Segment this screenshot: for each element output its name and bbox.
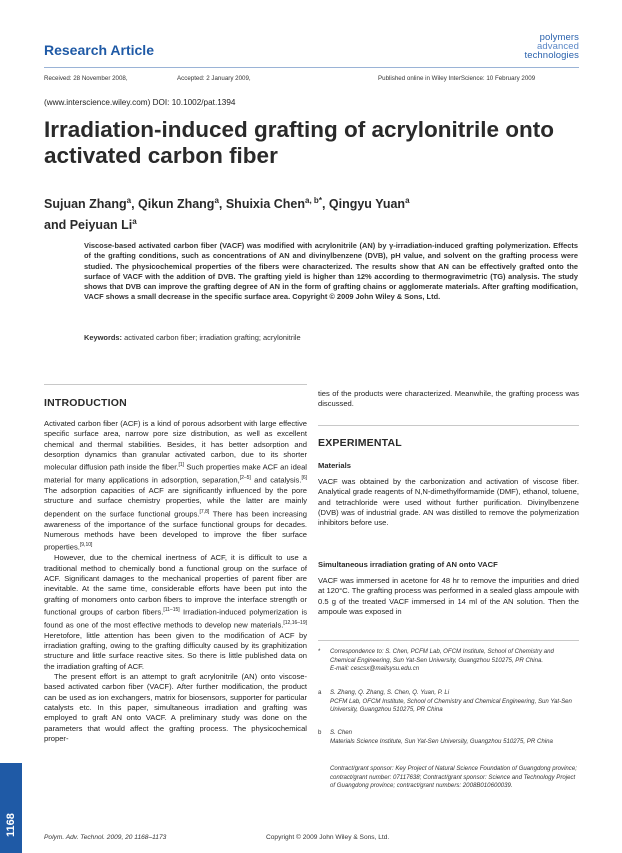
left-column-rule xyxy=(44,384,307,385)
author-name: Shuixia Chen xyxy=(225,197,306,212)
author-join: and xyxy=(44,218,67,233)
affiliation-b-footnote: S. Chen Materials Science Institute, Sun Yat-Sen University, Guangzhou 510275, PR China xyxy=(330,729,553,745)
footnote-mark: b xyxy=(318,729,322,736)
keywords-label: Keywords: xyxy=(84,333,123,342)
author-affiliation: a xyxy=(132,217,137,227)
page-number: 1168 xyxy=(5,813,17,837)
correspondence-footnote: Correspondence to: S. Chen, PCFM Lab, OFCM Institute, School of Chemistry and Chemical Engineering, Sun Yat-Sen University, Guangzhou 510275, PR China. E-mail: cescsx@mailsysu.edu.cn xyxy=(330,648,579,674)
affiliation-a-footnote: S. Zhang, Q. Zhang, S. Chen, Q. Yuan, P. Li PCFM Lab, OFCM Institute, School of Chemistry and Chemical Engineering, Sun Yat-Sen University, Guangzhou 510275, PR China xyxy=(330,689,572,713)
author-affiliation: a xyxy=(214,196,219,205)
author-list: Sujuan Zhang$^a$, Qikun Zhang$^a$, Shuixia Chen$^{a, b*}$, Qingyu Yuan$^a$ and Peiyuan Li$^a$ xyxy=(44,196,410,233)
logo-line-3: technologies xyxy=(524,50,579,61)
footnote-mark: a xyxy=(318,689,322,696)
intro-paragraph: The present effort is an attempt to graft acrylonitrile (AN) onto viscose-based activated carbon fiber (VACF). After further modification, the product can be used as ion exchangers, matrix for biosensors, supporter for particular catalysts etc. In this paper, simultaneous irradiation and grafting was employed to graft AN onto VACF. A preliminary study was done on the parameters that would affect the grafting process. The physicochemical proper- xyxy=(44,672,307,744)
author-name: Qingyu Yuan xyxy=(328,197,406,212)
experimental-heading: EXPERIMENTAL xyxy=(318,437,402,449)
intro-heading: INTRODUCTION xyxy=(44,397,127,409)
footnote-mark: * xyxy=(318,648,321,655)
irradiation-paragraph: VACF was immersed in acetone for 48 hr to remove the impurities and dried at 120°C. The grafting process was performed in a sealed glass ampoule with 0.5 g of the treated VACF immersed in 14 ml of the AN solution. Then the ampoule was exposed in xyxy=(318,576,579,617)
intro-paragraph: Activated carbon fiber (ACF) is a kind of porous adsorbent with large effective specific surface area, narrow pore size distribution, as well as excellent chemical and thermal stabilities. Besides, it has better adsorption and desorption dynamics than granular activated carbon, due to its shorter molecular diffusion path inside the fiber.[1] Such properties make ACF an ideal material for many applications in adsorption, separation,[2–5] and catalysis.[6] The adsorption capacities of ACF are significantly influenced by the pore structure and surface chemistry properties, while the latter are mainly dependent on the surface functional groups.[7,8] There has been increasing awareness of the importance of the surface functional groups for decades. Numerous methods have been developed to improve the fiber surface properties.[9,10] xyxy=(44,419,307,552)
copyright-footer: Copyright © 2009 John Wiley & Sons, Ltd. xyxy=(266,834,390,841)
keywords xyxy=(84,333,578,342)
header-rule xyxy=(44,67,579,68)
grant-footnote: Contract/grant sponsor: Key Project of Natural Science Foundation of Guangdong province; contract/grant number: 07117638; Contract/grant sponsor: Science and Technology Project of Guangdong province; contract/grant numbers: 2008B010600039. xyxy=(330,765,577,789)
author-affiliation: a xyxy=(405,196,410,205)
received-date: Received: 28 November 2008, xyxy=(44,75,128,82)
published-date: Published online in Wiley InterScience: 10 February 2009 xyxy=(378,75,536,82)
footnote-rule xyxy=(318,640,579,641)
intro-paragraph: However, due to the chemical inertness of ACF, it is difficult to use a traditional method to chemically bond a functional group on the surface of ACF. Significant damages to the mechanical properties of parent fiber are inevitable. At the same time, considerable efforts have been put into the grafting of monomers onto carbon fibers to improve the interface strength or functional groups of carbon fibers.[11–15] Irradiation-induced polymerization is found as one of the most effective methods to develop new materials.[12,16–19] Heretofore, little attention has been given to the modification of ACF by irradiation grafting, owing to the grafting difficulty caused by its graphitization structure and little surface reactive sites. So there is little published data on the irradiation grafting of ACF. xyxy=(44,553,307,671)
logo-line-2: advanced xyxy=(536,41,579,52)
email: E-mail: cescsx@mailsysu.edu.cn xyxy=(330,665,420,672)
author-name: Peiyuan Li xyxy=(69,218,133,233)
abstract-text: Viscose-based activated carbon fiber (VACF) was modified with acrylonitrile (AN) by γ-irradiation-induced grafting polymerization. Effects of the grafting conditions, such as concentrations of AN and divinylbenzene (DVB), pH value, and solvent on the grafting process were studied. The physicochemical properties of the fibers were characterized. The results show that AN can be effectively grafted onto the surface of VACF with the addition of DVB. The grafting yield is higher than 12% according to thermogravimetric (TG) analysis. The study shows that DVB can improve the grafting degree of AN in the form of grafting chains or agglomerate materials. After grafting modification, VACF shows a small decrease in the specific surface area. Copyright © 2009 John Wiley & Sons, Ltd. xyxy=(84,241,578,302)
continued-paragraph: ties of the products were characterized. Meanwhile, the grafting process was discussed. xyxy=(318,389,579,409)
author-name: Qikun Zhang xyxy=(138,197,215,212)
keywords-list: activated carbon fiber; irradiation grafting; acrylonitrile xyxy=(124,333,301,342)
citation-footer: Polym. Adv. Technol. 2009, 20 1168–1173 xyxy=(44,834,167,841)
logo-line-1: polymers xyxy=(539,32,579,43)
accepted-date: Accepted: 2 January 2009, xyxy=(177,75,251,82)
author-name: Sujuan Zhang xyxy=(44,197,127,212)
intro-body xyxy=(44,419,307,745)
author-affiliation: a xyxy=(126,196,132,205)
right-column-rule xyxy=(318,425,579,426)
journal-logo xyxy=(497,33,579,60)
abstract xyxy=(84,241,578,303)
page-number-tab xyxy=(0,763,22,853)
irradiation-heading: Simultaneous irradiation grating of AN onto VACF xyxy=(318,560,498,569)
materials-paragraph: VACF was obtained by the carbonization and activation of viscose fiber. Analytical grade reagents of N,N-dimethylformamide (DMF), ethanol, toluene, and tetrachloride were used without further purification. Divinylbenzene (DVB) was of industrial grade. AN was distilled to remove the polymerization inhibitors before use. xyxy=(318,477,579,528)
author-affiliation: a, b* xyxy=(305,196,322,205)
section-label: Research Article xyxy=(44,42,154,58)
materials-heading: Materials xyxy=(318,461,351,470)
doi-line: (www.interscience.wiley.com) DOI: 10.1002/pat.1394 xyxy=(44,98,236,107)
article-title: Irradiation-induced grafting of acrylonitrile onto activated carbon fiber xyxy=(44,117,555,168)
